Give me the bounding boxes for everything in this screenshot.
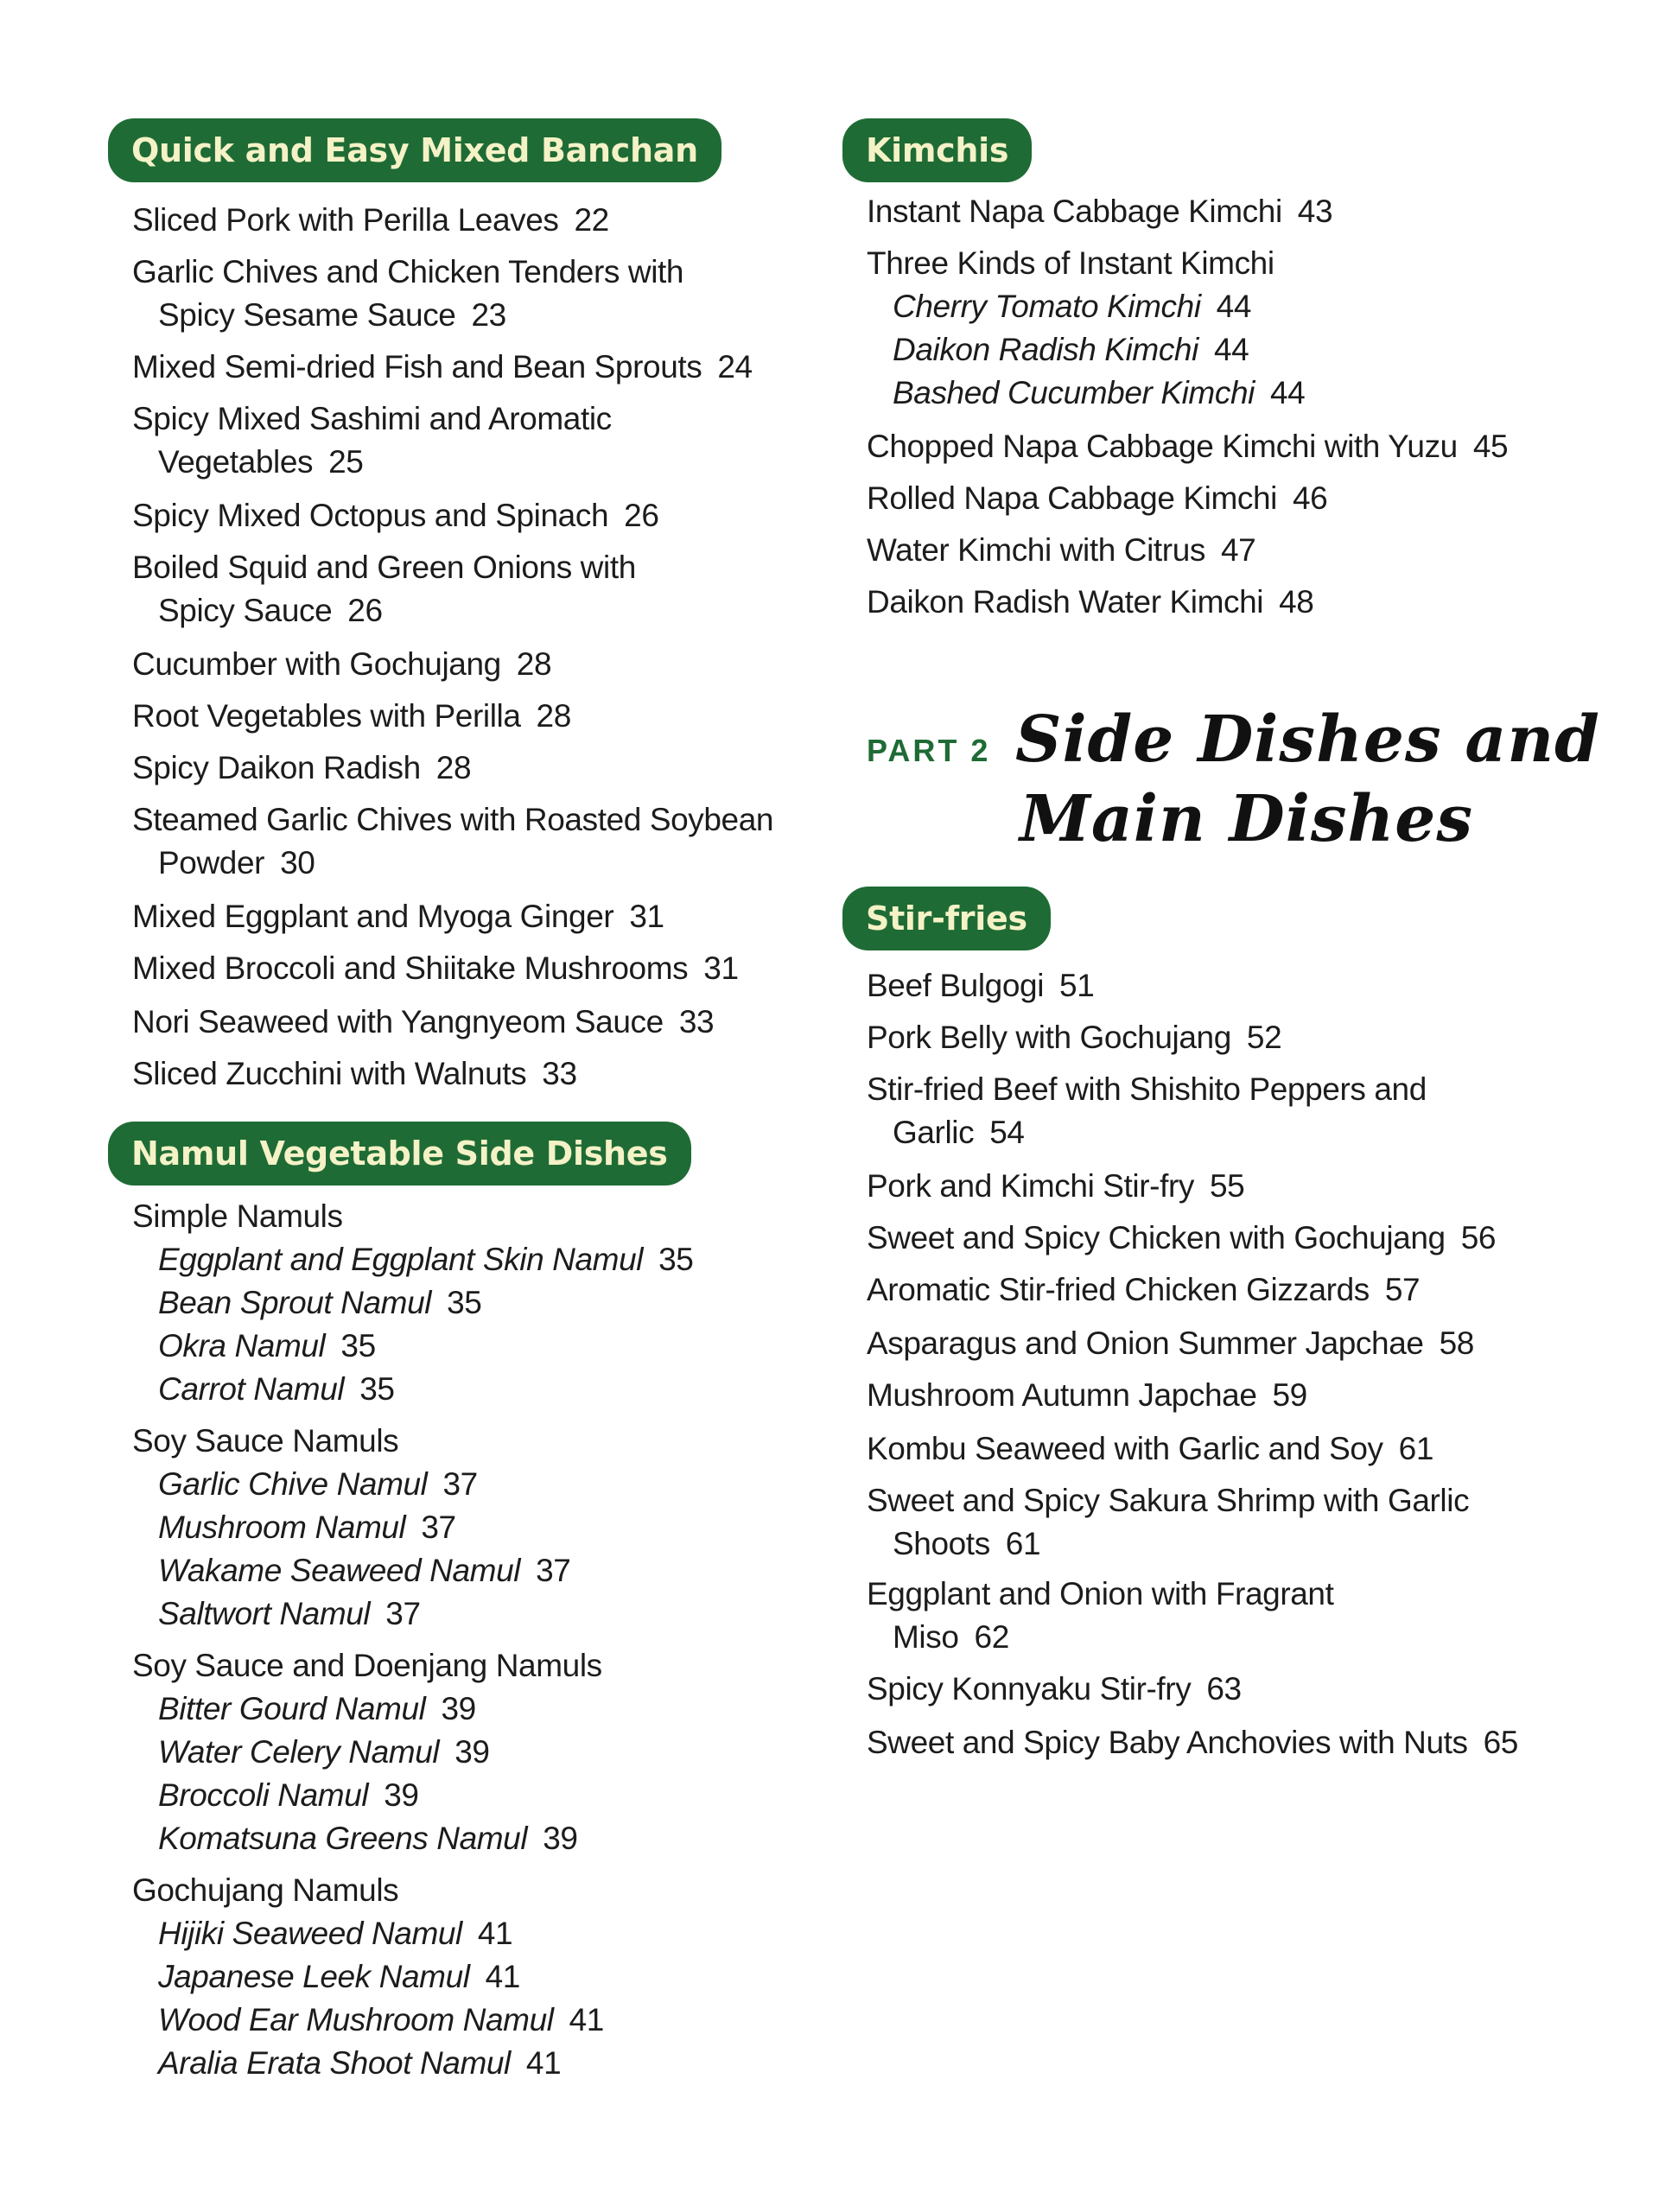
toc-page: 28 [516, 646, 552, 682]
toc-page: 31 [629, 899, 664, 934]
toc-page: 61 [1398, 1431, 1433, 1466]
toc-entry [132, 695, 571, 738]
toc-title: Wakame Seaweed Namul [158, 1553, 521, 1588]
toc-entry [132, 397, 612, 484]
toc-entry [867, 1165, 1244, 1208]
toc-entry [867, 1479, 1469, 1566]
toc-title: Boiled Squid and Green Onions with [132, 550, 636, 585]
toc-page: 58 [1439, 1325, 1474, 1361]
toc-entry [132, 494, 659, 537]
toc-page: 24 [717, 349, 753, 385]
toc-page: 33 [678, 1004, 715, 1039]
toc-page: 26 [624, 498, 659, 533]
toc-entry [158, 1688, 476, 1731]
toc-entry [158, 2042, 561, 2085]
toc-title: Cucumber with Gochujang [132, 646, 501, 682]
toc-title-continued: Spicy Sesame Sauce [158, 297, 456, 333]
toc-entry [158, 1463, 478, 1506]
toc-title: Garlic Chive Namul [158, 1466, 428, 1502]
toc-title: Japanese Leek Namul [158, 1959, 470, 1994]
toc-entry [132, 1052, 577, 1096]
toc-entry [867, 1268, 1420, 1312]
toc-page: 39 [454, 1734, 490, 1770]
toc-page: 41 [477, 1916, 513, 1951]
toc-entry [132, 947, 739, 990]
toc-page: 23 [471, 297, 506, 333]
toc-title: Mixed Broccoli and Shiitake Mushrooms [132, 950, 689, 986]
toc-entry [132, 1001, 714, 1044]
toc-page: 39 [543, 1821, 578, 1856]
toc-page: 37 [421, 1510, 456, 1545]
toc-entry [132, 546, 636, 632]
toc-page: 44 [1269, 375, 1306, 410]
toc-title: Sweet and Spicy Baby Anchovies with Nuts [867, 1725, 1468, 1760]
toc-entry [132, 251, 683, 337]
toc-title: Instant Napa Cabbage Kimchi [867, 194, 1282, 229]
toc-entry [867, 1217, 1496, 1260]
toc-entry [158, 1774, 419, 1817]
section-heading-kimchis: Kimchis [842, 118, 1032, 182]
toc-page: 25 [328, 444, 364, 480]
toc-title: Spicy Daikon Radish [132, 750, 421, 785]
toc-entry [158, 1281, 481, 1325]
toc-title: Daikon Radish Kimchi [893, 332, 1198, 367]
toc-page: 35 [658, 1242, 694, 1277]
toc-page: 55 [1210, 1168, 1245, 1204]
toc-title-continued: Vegetables [158, 444, 314, 480]
toc-entry [132, 199, 609, 242]
toc-entry [132, 895, 664, 938]
toc-title: Bean Sprout Namul [158, 1285, 432, 1320]
toc-title: Mushroom Autumn Japchae [867, 1377, 1257, 1413]
toc-title-continued: Powder [158, 845, 265, 880]
toc-title: Hijiki Seaweed Namul [158, 1916, 462, 1951]
toc-page: 39 [441, 1691, 476, 1726]
toc-page: 41 [485, 1959, 520, 1994]
toc-page: 48 [1279, 584, 1314, 620]
toc-page: 37 [536, 1553, 571, 1588]
toc-title: Root Vegetables with Perilla [132, 698, 521, 734]
toc-entry [893, 285, 1251, 328]
toc-title: Pork and Kimchi Stir-fry [867, 1168, 1194, 1204]
toc-group-heading: Soy Sauce Namuls [132, 1423, 399, 1459]
toc-title: Eggplant and Eggplant Skin Namul [158, 1242, 644, 1277]
toc-page: 37 [385, 1596, 421, 1631]
toc-page: 57 [1384, 1272, 1421, 1307]
toc-entry [867, 1016, 1281, 1059]
toc-entry [867, 1427, 1433, 1471]
toc-page: 52 [1246, 1020, 1282, 1055]
toc-title: Kombu Seaweed with Garlic and Soy [867, 1431, 1383, 1466]
toc-entry [158, 1325, 376, 1368]
toc-title: Spicy Konnyaku Stir-fry [867, 1671, 1192, 1707]
section-heading-namul: Namul Vegetable Side Dishes [108, 1122, 691, 1185]
toc-page: 59 [1272, 1377, 1307, 1413]
toc-page: 35 [340, 1328, 376, 1363]
toc-title: Mushroom Namul [158, 1510, 406, 1545]
toc-title: Spicy Mixed Sashimi and Aromatic [132, 401, 612, 436]
toc-title: Pork Belly with Gochujang [867, 1020, 1231, 1055]
toc-page: 30 [280, 845, 315, 880]
toc-page: 45 [1472, 429, 1509, 464]
toc-title: Bitter Gourd Namul [158, 1691, 426, 1726]
toc-title: Okra Namul [158, 1328, 326, 1363]
toc-entry [867, 1668, 1242, 1711]
toc-title: Komatsuna Greens Namul [158, 1821, 528, 1856]
toc-entry [867, 425, 1508, 468]
toc-title: Sweet and Spicy Chicken with Gochujang [867, 1220, 1446, 1255]
toc-title-continued: Miso [893, 1619, 959, 1655]
toc-page: 44 [1216, 289, 1251, 324]
toc-title: Sliced Pork with Perilla Leaves [132, 202, 559, 238]
toc-title-continued: Garlic [893, 1115, 975, 1150]
toc-entry [158, 1731, 490, 1774]
toc-page: 62 [974, 1619, 1009, 1655]
toc-page: 35 [359, 1371, 395, 1407]
toc-title: Asparagus and Onion Summer Japchae [867, 1325, 1424, 1361]
toc-page: 35 [447, 1285, 482, 1320]
toc-entry [867, 1573, 1333, 1659]
toc-title: Spicy Mixed Octopus and Spinach [132, 498, 609, 533]
toc-group-heading: Simple Namuls [132, 1198, 343, 1234]
toc-entry [132, 346, 753, 389]
toc-page: 41 [569, 2002, 604, 2037]
toc-group-heading: Gochujang Namuls [132, 1872, 399, 1908]
toc-page: 39 [384, 1777, 419, 1813]
toc-page: 61 [1005, 1526, 1041, 1561]
toc-entry [158, 1238, 693, 1281]
toc-title: Garlic Chives and Chicken Tenders with [132, 254, 684, 289]
toc-title-continued: Spicy Sauce [158, 593, 333, 628]
toc-page: 28 [536, 698, 571, 734]
toc-title-continued: Shoots [893, 1526, 990, 1561]
toc-page: 56 [1460, 1220, 1497, 1255]
toc-entry [158, 1592, 421, 1636]
toc-entry [158, 1955, 520, 1999]
toc-entry [132, 798, 773, 885]
toc-title: Daikon Radish Water Kimchi [867, 584, 1264, 620]
toc-page: 63 [1206, 1671, 1242, 1707]
toc-entry [867, 1721, 1518, 1764]
toc-page: 47 [1220, 532, 1256, 568]
toc-title: Water Kimchi with Citrus [867, 532, 1205, 568]
toc-entry [132, 747, 471, 790]
section-heading-stir-fries: Stir-fries [842, 887, 1051, 950]
part-title-line-1: Side Dishes and [1015, 702, 1600, 777]
toc-entry [867, 1322, 1474, 1365]
toc-title: Mixed Semi-dried Fish and Bean Sprouts [132, 349, 702, 385]
toc-title: Cherry Tomato Kimchi [893, 289, 1201, 324]
toc-page: 44 [1213, 332, 1249, 367]
toc-page: 43 [1297, 194, 1333, 229]
toc-page: 33 [542, 1056, 577, 1091]
toc-page: 22 [574, 202, 609, 238]
toc-page: 31 [703, 950, 739, 986]
part-title-line-2: Main Dishes [1020, 782, 1474, 856]
toc-page: 46 [1293, 480, 1328, 516]
toc-entry [867, 1068, 1427, 1154]
toc-page: 54 [989, 1115, 1025, 1150]
toc-title: Aromatic Stir-fried Chicken Gizzards [867, 1272, 1370, 1307]
toc-entry [158, 1549, 570, 1592]
toc-entry [158, 1999, 604, 2042]
part-label: PART 2 [867, 733, 991, 768]
toc-page: 26 [347, 593, 383, 628]
toc-entry [867, 477, 1327, 520]
toc-title: Beef Bulgogi [867, 968, 1045, 1003]
toc-title: Water Celery Namul [158, 1734, 440, 1770]
toc-page: 28 [435, 750, 472, 785]
toc-entry [158, 1912, 512, 1955]
toc-entry [893, 372, 1305, 415]
toc-entry [158, 1506, 456, 1549]
toc-title: Rolled Napa Cabbage Kimchi [867, 480, 1277, 516]
toc-group-heading: Soy Sauce and Doenjang Namuls [132, 1648, 602, 1683]
toc-page: 41 [525, 2045, 562, 2081]
toc-title: Sweet and Spicy Sakura Shrimp with Garlic [867, 1483, 1470, 1518]
toc-entry [132, 643, 551, 686]
toc-entry [158, 1368, 395, 1411]
toc-page: 51 [1059, 968, 1095, 1003]
toc-entry [893, 328, 1249, 372]
toc-entry [867, 581, 1313, 624]
toc-title: Stir-fried Beef with Shishito Peppers and [867, 1071, 1427, 1107]
toc-entry [867, 529, 1255, 572]
toc-entry [867, 190, 1332, 233]
toc-page: 65 [1483, 1725, 1518, 1760]
toc-title: Chopped Napa Cabbage Kimchi with Yuzu [867, 429, 1458, 464]
toc-title: Nori Seaweed with Yangnyeom Sauce [132, 1004, 664, 1039]
toc-title: Bashed Cucumber Kimchi [893, 375, 1255, 410]
toc-title: Mixed Eggplant and Myoga Ginger [132, 899, 614, 934]
toc-entry [158, 1817, 578, 1860]
toc-title: Eggplant and Onion with Fragrant [867, 1576, 1334, 1611]
toc-entry [867, 964, 1094, 1007]
toc-title: Aralia Erata Shoot Namul [158, 2045, 511, 2081]
toc-entry [867, 1374, 1307, 1417]
toc-title: Broccoli Namul [158, 1777, 369, 1813]
toc-title: Carrot Namul [158, 1371, 345, 1407]
toc-group-heading: Three Kinds of Instant Kimchi [867, 245, 1274, 281]
toc-page: 37 [442, 1466, 478, 1502]
section-heading-quick-banchan: Quick and Easy Mixed Banchan [108, 118, 721, 182]
toc-title: Saltwort Namul [158, 1596, 371, 1631]
toc-title: Steamed Garlic Chives with Roasted Soybean [132, 802, 774, 837]
toc-title: Wood Ear Mushroom Namul [158, 2002, 554, 2037]
toc-title: Sliced Zucchini with Walnuts [132, 1056, 527, 1091]
